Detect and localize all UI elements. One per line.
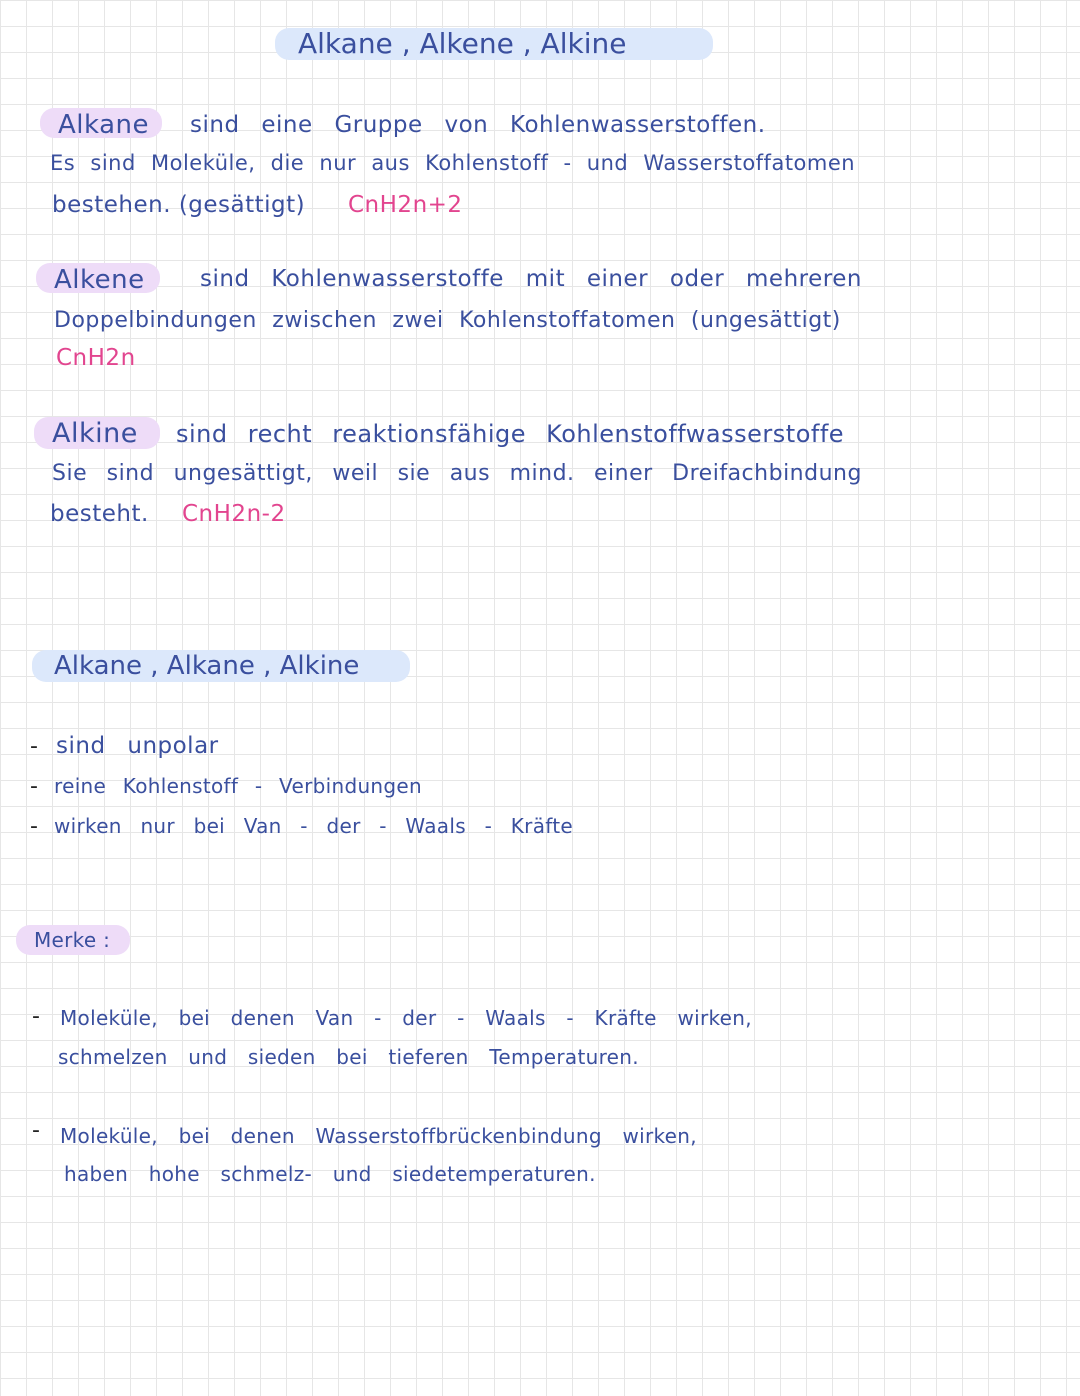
- alkane-line3: bestehen. (gesättigt): [52, 192, 306, 218]
- alkine-line3: besteht.: [50, 501, 149, 527]
- alkene-term: Alkene: [54, 265, 145, 295]
- alkine-line2: Sie sind ungesättigt, weil sie aus mind. einer Dreifachbindung: [52, 461, 862, 486]
- page-title: Alkane , Alkene , Alkine: [298, 27, 627, 60]
- alkane-term: Alkane: [58, 110, 150, 140]
- merke-item-line2: schmelzen und sieden bei tieferen Temperaturen.: [58, 1045, 639, 1069]
- merke-item-line1: Moleküle, bei denen Wasserstoffbrückenbindung wirken,: [60, 1124, 697, 1148]
- properties-heading: Alkane , Alkane , Alkine: [54, 651, 360, 681]
- property-item: sind unpolar: [56, 733, 219, 759]
- alkane-formula: CnH2n+2: [348, 192, 463, 218]
- alkene-formula: CnH2n: [56, 345, 136, 371]
- alkane-line2: Es sind Moleküle, die nur aus Kohlenstoff - und Wasserstoffatomen: [50, 151, 856, 175]
- merke-item-line2: haben hohe schmelz- und siedetemperaturen.: [64, 1162, 596, 1186]
- property-item: reine Kohlenstoff - Verbindungen: [54, 774, 422, 798]
- bullet-dash: -: [30, 774, 38, 799]
- alkene-line2: Doppelbindungen zwischen zwei Kohlenstoffatomen (ungesättigt): [54, 308, 841, 333]
- alkene-line1: sind Kohlenwasserstoffe mit einer oder mehreren: [200, 266, 862, 292]
- bullet-dash: -: [32, 1004, 40, 1029]
- bullet-dash: -: [30, 814, 38, 839]
- property-item: wirken nur bei Van - der - Waals - Kräfte: [54, 814, 573, 838]
- alkine-term: Alkine: [52, 418, 138, 449]
- merke-label: Merke :: [34, 928, 111, 952]
- merke-item-line1: Moleküle, bei denen Van - der - Waals - Kräfte wirken,: [60, 1006, 752, 1030]
- bullet-dash: -: [30, 734, 38, 759]
- alkine-line1: sind recht reaktionsfähige Kohlenstoffwasserstoffe: [176, 420, 845, 448]
- alkane-line1: sind eine Gruppe von Kohlenwasserstoffen.: [190, 112, 766, 138]
- bullet-dash: -: [32, 1118, 40, 1143]
- alkine-formula: CnH2n-2: [182, 501, 286, 527]
